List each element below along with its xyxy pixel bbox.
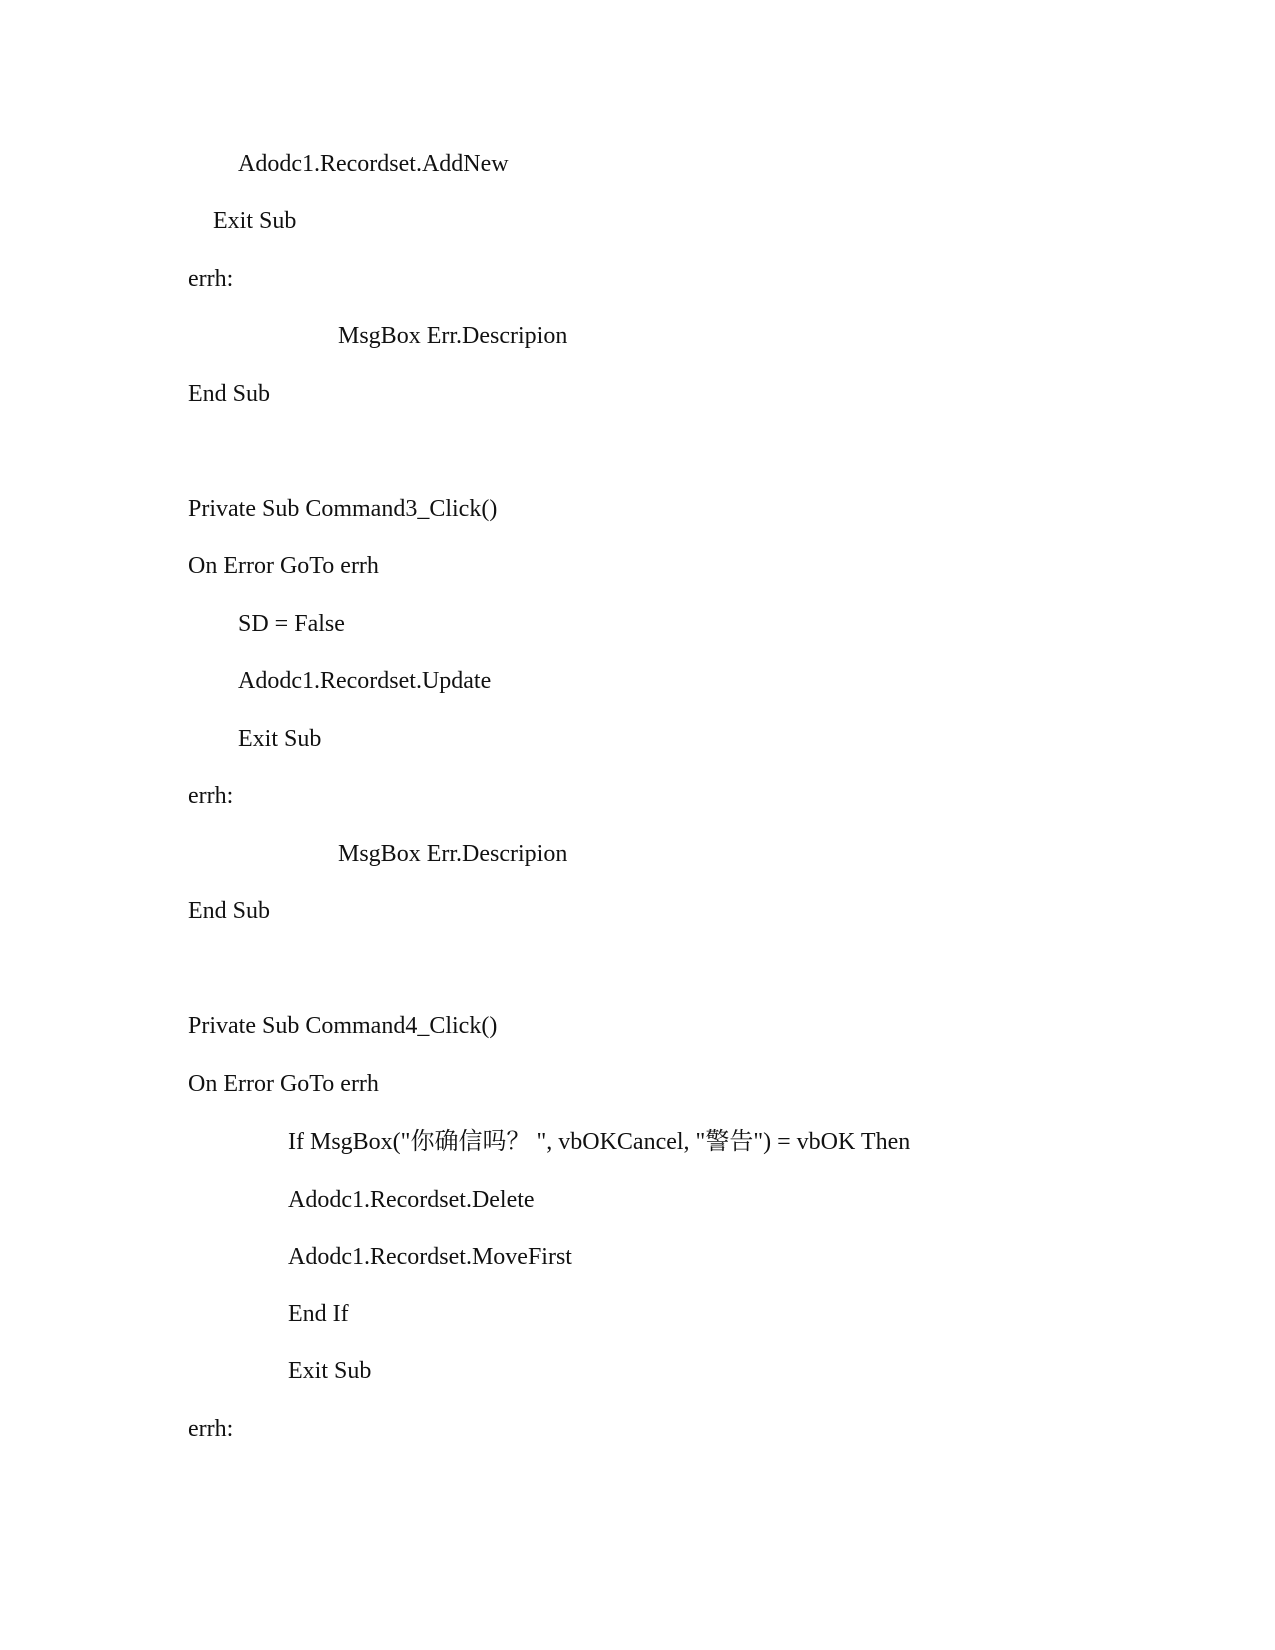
code-line: On Error GoTo errh — [188, 553, 379, 579]
code-line: Exit Sub — [213, 208, 297, 234]
code-line: Adodc1.Recordset.MoveFirst — [288, 1244, 572, 1270]
code-line: SD = False — [238, 611, 345, 637]
code-line: MsgBox Err.Descripion — [338, 323, 568, 349]
code-line: Exit Sub — [288, 1358, 372, 1384]
code-line: Adodc1.Recordset.Delete — [288, 1187, 535, 1213]
code-line: Adodc1.Recordset.AddNew — [238, 151, 509, 177]
code-line: errh: — [188, 783, 234, 809]
code-line: Adodc1.Recordset.Update — [238, 668, 492, 694]
code-line: End If — [288, 1301, 349, 1327]
code-line: errh: — [188, 266, 234, 292]
code-line: Exit Sub — [238, 726, 322, 752]
code-line: If MsgBox("你确信吗？ ", vbOKCancel, "警告") = vbOK Then — [288, 1129, 911, 1155]
code-line: End Sub — [188, 898, 271, 924]
code-line: On Error GoTo errh — [188, 1071, 379, 1097]
code-line: errh: — [188, 1416, 234, 1442]
code-line: End Sub — [188, 381, 271, 407]
code-line: MsgBox Err.Descripion — [338, 841, 568, 867]
code-line: Private Sub Command4_Click() — [188, 1013, 498, 1039]
code-line: Private Sub Command3_Click() — [188, 496, 498, 522]
